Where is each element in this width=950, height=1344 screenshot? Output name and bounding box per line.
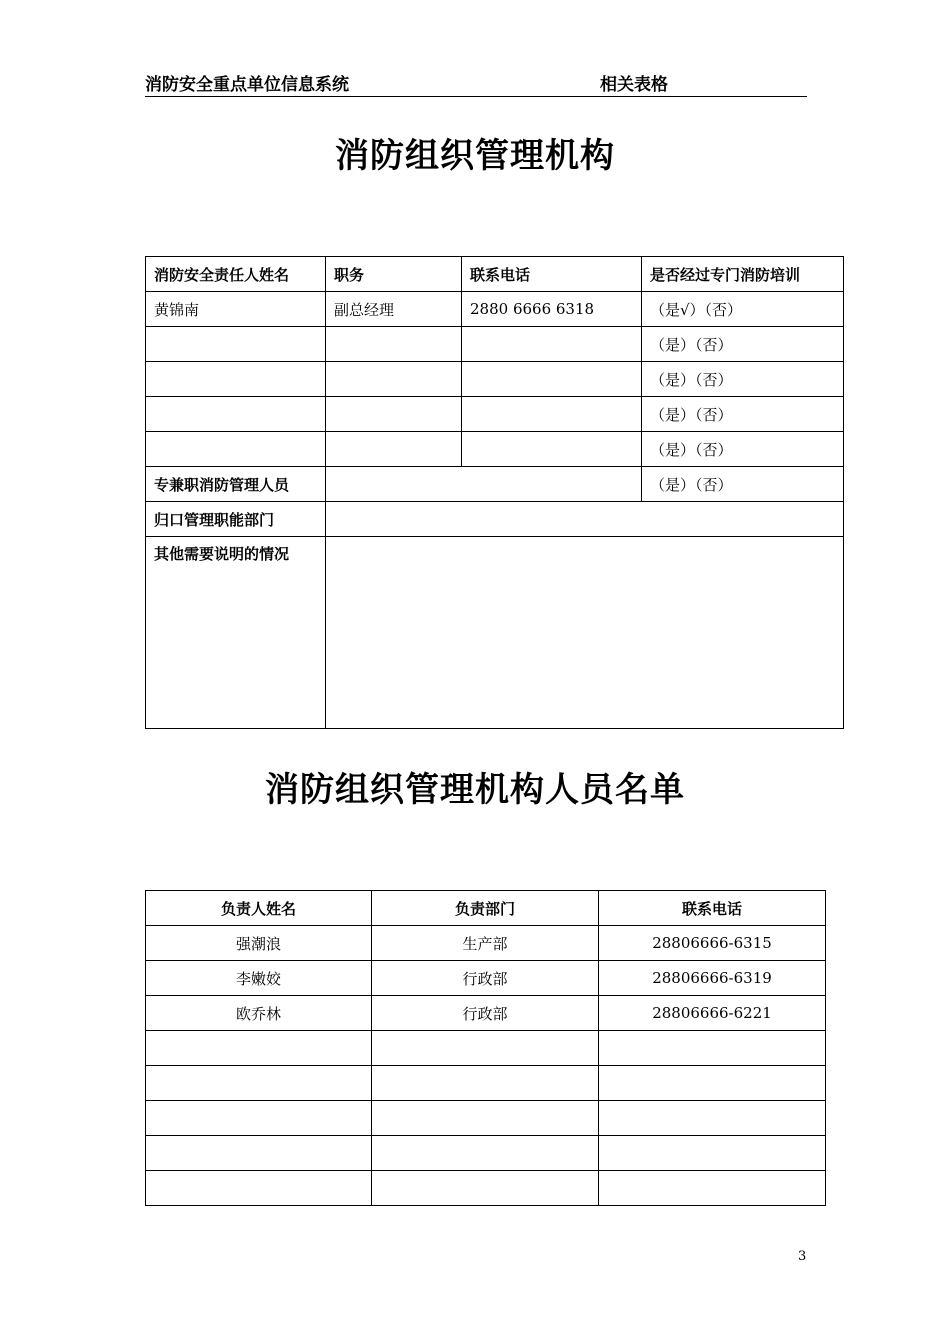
title-personnel-list: 消防组织管理机构人员名单 [265,770,685,810]
cell-training: （是）（否） [642,432,844,467]
personnel-list-table [145,890,826,1206]
table-row [146,1101,826,1136]
header-system-name: 消防安全重点单位信息系统 [145,75,349,95]
cell-phone [599,1171,826,1206]
parttime-staff-training: （是）（否） [642,467,844,502]
table-row [146,1066,826,1101]
header-phone: 联系电话 [462,257,642,292]
table-row [146,1136,826,1171]
table-row [146,362,844,397]
cell-name [146,1031,372,1066]
cell-name: 李嫩姣 [146,961,372,996]
cell-department: 生产部 [372,926,599,961]
cell-phone [462,397,642,432]
table-row [146,1031,826,1066]
cell-position [326,327,462,362]
cell-phone [599,1066,826,1101]
cell-name [146,1066,372,1101]
cell-phone: 28806666-6319 [599,961,826,996]
cell-training: （是）（否） [642,362,844,397]
table-row [146,961,826,996]
header-department: 负责部门 [372,891,599,926]
cell-name [146,327,326,362]
cell-name [146,1136,372,1171]
cell-phone [462,327,642,362]
cell-position: 副总经理 [326,292,462,327]
cell-training: （是）（否） [642,397,844,432]
title-fire-organization: 消防组织管理机构 [335,136,615,176]
cell-phone: 2880 6666 6318 [462,292,642,327]
cell-department [372,1066,599,1101]
other-notes-value [326,537,844,729]
other-notes-label: 其他需要说明的情况 [146,537,326,729]
cell-phone [462,362,642,397]
cell-position [326,362,462,397]
table-row [146,432,844,467]
cell-phone [599,1136,826,1171]
cell-phone: 28806666-6221 [599,996,826,1031]
cell-training: （是）（否） [642,327,844,362]
header-section-name: 相关表格 [600,75,668,95]
cell-department [372,1101,599,1136]
parttime-staff-row [146,467,844,502]
cell-department [372,1031,599,1066]
cell-name [146,1171,372,1206]
cell-name: 强潮浪 [146,926,372,961]
table-row [146,292,844,327]
cell-training: （是√）（否） [642,292,844,327]
table-row [146,926,826,961]
header-leader-name: 负责人姓名 [146,891,372,926]
table-row [146,397,844,432]
cell-position [326,432,462,467]
header-position: 职务 [326,257,462,292]
cell-name [146,432,326,467]
parttime-staff-label: 专兼职消防管理人员 [146,467,326,502]
table-header-row [146,257,844,292]
department-value [326,502,844,537]
department-label: 归口管理职能部门 [146,502,326,537]
cell-name [146,397,326,432]
page-header [145,70,807,97]
cell-phone [462,432,642,467]
other-notes-row [146,537,844,729]
cell-name: 黄锦南 [146,292,326,327]
department-row [146,502,844,537]
cell-name: 欧乔林 [146,996,372,1031]
cell-department [372,1136,599,1171]
fire-organization-table [145,256,844,729]
table-row [146,327,844,362]
cell-position [326,397,462,432]
header-responsible-name: 消防安全责任人姓名 [146,257,326,292]
header-phone: 联系电话 [599,891,826,926]
cell-phone [599,1031,826,1066]
table-row [146,996,826,1031]
header-training: 是否经过专门消防培训 [642,257,844,292]
cell-name [146,362,326,397]
table-header-row [146,891,826,926]
cell-department: 行政部 [372,996,599,1031]
table-row [146,1171,826,1206]
cell-phone [599,1101,826,1136]
cell-department [372,1171,599,1206]
cell-phone: 28806666-6315 [599,926,826,961]
parttime-staff-value [326,467,642,502]
cell-department: 行政部 [372,961,599,996]
cell-name [146,1101,372,1136]
page-number: 3 [798,1249,807,1264]
